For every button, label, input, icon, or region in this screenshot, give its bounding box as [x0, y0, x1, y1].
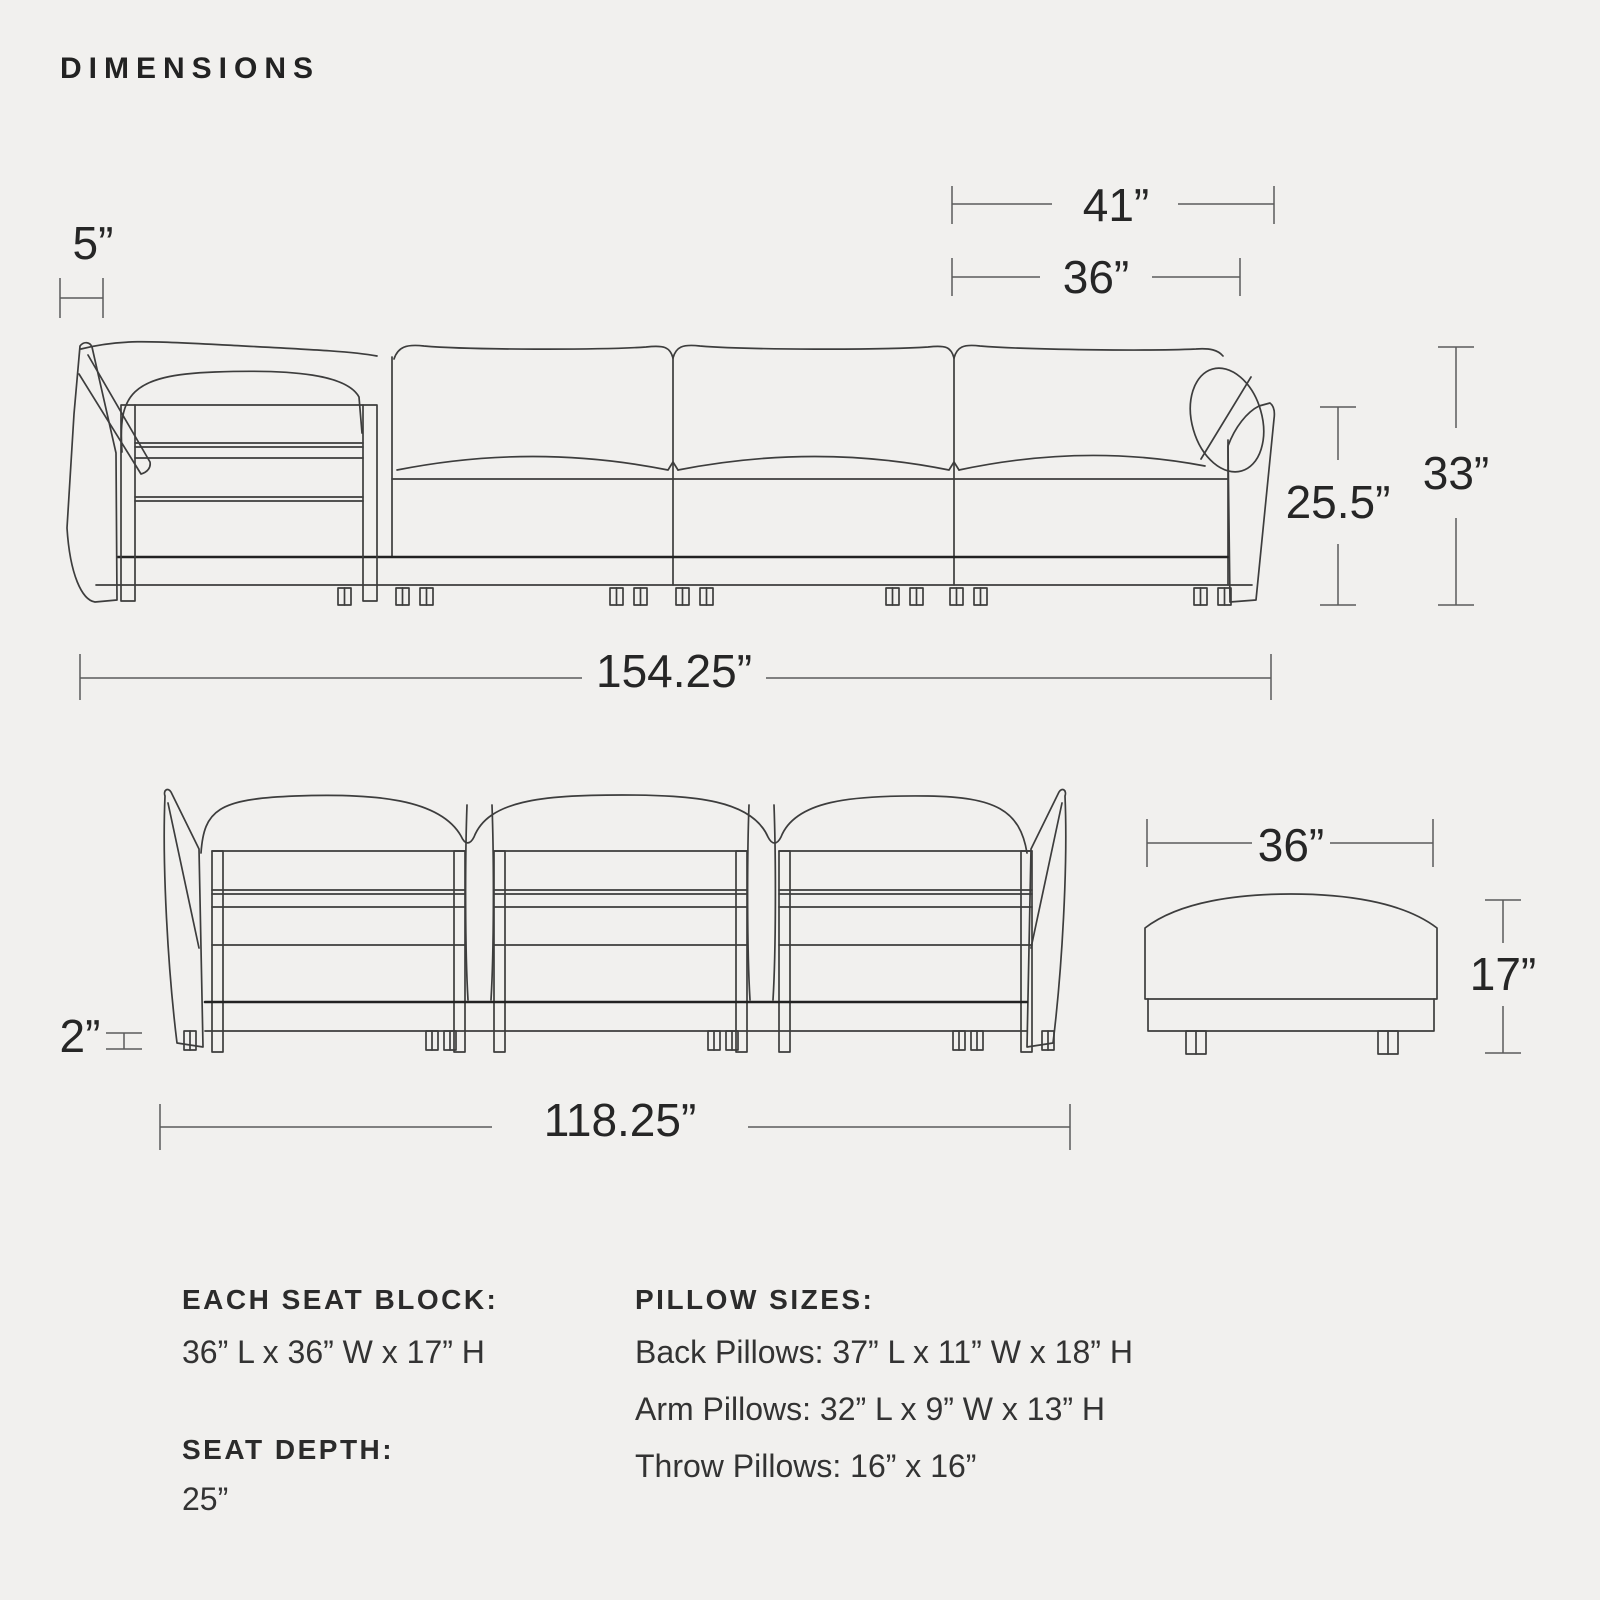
dim-label-ottoman-width: 36” — [1257, 819, 1325, 871]
seat-block-value: 36” L x 36” W x 17” H — [182, 1334, 485, 1370]
pillow-size-back: Back Pillows: 37” L x 11” W x 18” H — [635, 1334, 1133, 1370]
dim-label-back-width: 118.25” — [543, 1094, 697, 1146]
dim-label-overall-height: 33” — [1422, 447, 1490, 499]
ottoman-legs — [1186, 1031, 1398, 1054]
seat-block-heading: EACH SEAT BLOCK: — [182, 1284, 499, 1315]
dim-label-ottoman-height: 17” — [1469, 948, 1537, 1000]
dim-label-back-height: 25.5” — [1285, 476, 1391, 528]
ottoman-drawing — [1145, 894, 1437, 1054]
dim-label-module-width: 36” — [1062, 251, 1130, 303]
back-view-legs — [184, 1031, 1054, 1050]
page-title: DIMENSIONS — [60, 52, 321, 85]
pillow-sizes-heading: PILLOW SIZES: — [635, 1284, 875, 1315]
dim-label-overall-width: 154.25” — [595, 645, 753, 697]
dim-label-arm-width: 5” — [72, 217, 114, 269]
dim-label-leg-height: 2” — [59, 1010, 101, 1062]
seat-depth-heading: SEAT DEPTH: — [182, 1434, 395, 1465]
sofa-back-view-drawing — [164, 789, 1066, 1052]
front-view-legs — [338, 588, 1231, 605]
pillow-size-arm: Arm Pillows: 32” L x 9” W x 13” H — [635, 1391, 1106, 1427]
dim-label-module-with-arm: 41” — [1082, 179, 1150, 231]
sofa-front-view-drawing — [67, 342, 1275, 605]
pillow-size-throw: Throw Pillows: 16” x 16” — [635, 1448, 977, 1484]
seat-depth-value: 25” — [182, 1481, 229, 1517]
ottoman-dimension-lines — [1147, 819, 1521, 1053]
